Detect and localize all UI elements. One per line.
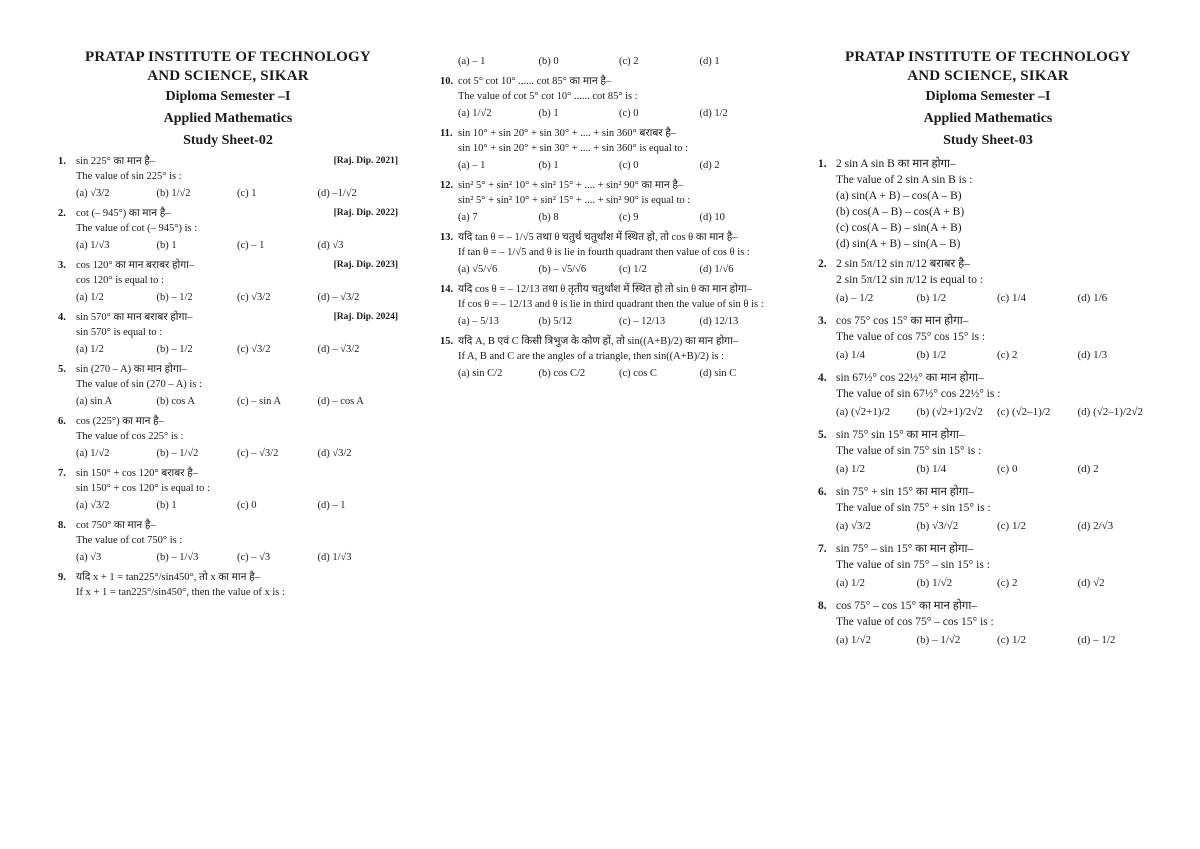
option: (c) – sin A [237, 396, 282, 407]
option: (a) 1/√2 [458, 108, 492, 119]
option: (d) – √3/2 [317, 344, 360, 355]
question-english: sin 10° + sin 20° + sin 30° + .... + sin 360° is equal to : [458, 143, 689, 154]
question-number: 3. [58, 260, 66, 271]
question-hindi: cos (225°) का मान है– [76, 416, 164, 427]
option: (b) – 1/2 [156, 344, 193, 355]
question-hindi: cot 750° का मान है– [76, 520, 156, 531]
option: (a) √3/2 [836, 520, 872, 532]
question [58, 518, 398, 548]
sheet-02-continued-questions [440, 74, 780, 384]
options-row [440, 208, 780, 228]
option: (d) 2/√3 [1077, 520, 1114, 532]
option: (d) sin(A + B) – sin(A – B) [836, 238, 961, 250]
question-hindi: cos 120° का मान बराबर होगा– [76, 260, 195, 271]
options-row [818, 345, 1158, 366]
option: (d) – 1/2 [1077, 634, 1116, 646]
option: (c) √3/2 [237, 292, 271, 303]
option: (a) – 5/13 [458, 316, 499, 327]
option: (b) 1/√2 [916, 577, 953, 589]
options-row [440, 312, 780, 332]
option: (c) 0 [997, 463, 1018, 475]
exam-source: [Raj. Dip. 2024] [333, 312, 398, 322]
option: (c) – 12/13 [619, 316, 666, 327]
option: (c) 2 [997, 349, 1018, 361]
question-english: sin² 5° + sin² 10° + sin² 15° + .... + sin² 90° is equal to : [458, 195, 691, 206]
option: (b) cos C/2 [538, 368, 586, 379]
institute-name-line1: PRATAP INSTITUTE OF TECHNOLOGY [845, 49, 1131, 65]
option: (d) (√2–1)/2√2 [1077, 406, 1144, 418]
option: (b) 0 [538, 56, 559, 67]
option: (b) (√2+1)/2√2 [916, 406, 983, 418]
question [58, 570, 398, 600]
option: (a) sin A [76, 396, 113, 407]
option: (d) 1/2 [699, 108, 728, 119]
option: (d) √3 [317, 240, 344, 251]
option: (d) 1/6 [1077, 292, 1108, 304]
option: (d) –1/√2 [317, 188, 357, 199]
option: (b) √3/√2 [916, 520, 959, 532]
option: (b) 1 [156, 500, 177, 511]
question-number: 7. [58, 468, 66, 479]
question: 1. 2 sin A sin B का मान होगा– The value of 2 sin A sin B is : [818, 158, 973, 186]
question-number: 15. [440, 336, 454, 347]
question-english: The value of sin 75° + sin 15° is : [836, 502, 991, 514]
question-hindi: cos 75° cos 15° का मान होगा– [836, 315, 969, 327]
q1-options [818, 188, 1158, 252]
question [440, 126, 780, 156]
option: (d) 1 [699, 56, 720, 67]
question-hindi: sin 75° – sin 15° का मान होगा– [836, 543, 974, 555]
option: (b) – 1/√2 [156, 448, 199, 459]
question-number: 4. [818, 372, 827, 384]
option: (d) √3/2 [317, 448, 352, 459]
question-english: The value of sin 75° sin 15° is : [836, 445, 982, 457]
option: (a) 1/2 [76, 292, 104, 303]
sheet-03-questions [818, 256, 1158, 651]
option: (d) sin C [699, 368, 737, 379]
option: (d) √2 [1077, 577, 1105, 589]
option: (b) cos(A – B) – cos(A + B) [836, 206, 965, 218]
question-number: 8. [58, 520, 66, 531]
question-hindi: यदि A, B एवं C किसी त्रिभुज के कोण हों, तो sin((A+B)/2) का मान होगा– [458, 336, 739, 347]
question-number: 13. [440, 232, 454, 243]
option: (d) 12/13 [699, 316, 739, 327]
question-number: 4. [58, 312, 66, 323]
question [58, 206, 398, 236]
option: (a) 1/2 [76, 344, 104, 355]
option: (c) cos(A – B) – sin(A + B) [836, 222, 962, 234]
options-row [440, 364, 780, 384]
question [58, 310, 398, 340]
sheet-02-header [58, 48, 398, 152]
question-number: 5. [58, 364, 66, 375]
subject: Applied Mathematics [163, 111, 293, 126]
option: (a) 1/2 [836, 577, 866, 589]
exam-source: [Raj. Dip. 2021] [333, 156, 398, 166]
question-number: 14. [440, 284, 454, 295]
question-hindi: sin 150° + cos 120° बराबर है– [76, 468, 198, 479]
option: (c) 0 [237, 500, 257, 511]
question-hindi: cos 75° – cos 15° का मान होगा– [836, 600, 978, 612]
exam-source: [Raj. Dip. 2023] [333, 260, 398, 270]
question-english: The value of cot (– 945°) is : [76, 223, 198, 234]
question [440, 74, 780, 104]
options-row [818, 459, 1158, 480]
option: (c) (√2–1)/2 [997, 406, 1051, 418]
question [58, 466, 398, 496]
exam-source: [Raj. Dip. 2022] [333, 208, 398, 218]
question-english: The value of sin 75° – sin 15° is : [836, 559, 990, 571]
question-number: 2. [818, 258, 827, 270]
option: (b) 1/2 [916, 349, 947, 361]
option: (c) 9 [619, 212, 639, 223]
question [818, 427, 1158, 459]
option: (c) – 1 [237, 240, 265, 251]
sheet-03-column [818, 48, 1158, 651]
question-number: 9. [58, 572, 66, 583]
option: (b) 1 [538, 160, 559, 171]
question-english: The value of sin 67½° cos 22½° is : [836, 388, 1001, 400]
question-hindi: sin 225° का मान है– [76, 156, 156, 167]
question-hindi: 2 sin 5π/12 sin π/12 बराबर है– [836, 258, 970, 270]
question [58, 362, 398, 392]
question-english: If x + 1 = tan225°/sin450°, then the value of x is : [76, 587, 285, 598]
q9-options [440, 52, 780, 72]
question-hindi: यदि cos θ = – 12/13 तथा θ तृतीय चतुर्थांश में स्थित हो तो sin θ का मान होगा– [458, 284, 752, 295]
question-english: The value of cos 75° cos 15° is : [836, 331, 986, 343]
question [58, 414, 398, 444]
option: (a) 1/2 [836, 463, 866, 475]
institute-name-line2: AND SCIENCE, SIKAR [147, 68, 309, 84]
option: (c) 1/2 [997, 634, 1027, 646]
option: (b) 1/√2 [156, 188, 191, 199]
option: (b) 1 [156, 240, 177, 251]
question [818, 598, 1158, 630]
options-row [58, 340, 398, 360]
question-hindi: sin 75° sin 15° का मान होगा– [836, 429, 965, 441]
option: (a) 1/√2 [76, 448, 110, 459]
question-english: The value of sin 225° is : [76, 171, 182, 182]
options-row [818, 402, 1158, 423]
option: (b) 1/4 [916, 463, 947, 475]
question [818, 313, 1158, 345]
option: (c) 2 [997, 577, 1018, 589]
question-hindi: sin 67½° cos 22½° का मान होगा– [836, 372, 984, 384]
question-hindi: cot (– 945°) का मान है– [76, 208, 171, 219]
options-row [440, 260, 780, 280]
options-row [58, 288, 398, 308]
question-number: 7. [818, 543, 827, 555]
question-hindi: यदि tan θ = – 1/√5 तथा θ चतुर्थ चतुर्थांश में स्थित हो, तो cos θ का मान है– [458, 232, 738, 243]
question [440, 230, 780, 260]
options-row [58, 184, 398, 204]
option: (b) – 1/√3 [156, 552, 199, 563]
option: (c) 1/2 [619, 264, 647, 275]
question-number: 2. [58, 208, 66, 219]
options-row [58, 496, 398, 516]
institute-name-line1: PRATAP INSTITUTE OF TECHNOLOGY [85, 49, 371, 65]
option: (b) 8 [538, 212, 559, 223]
options-row [58, 548, 398, 568]
option: (a) (√2+1)/2 [836, 406, 891, 418]
question-hindi: sin 75° + sin 15° का मान होगा– [836, 486, 974, 498]
option: (b) 1 [538, 108, 559, 119]
sheet-02-column [58, 48, 398, 600]
question-hindi: यदि x + 1 = tan225°/sin450°, तो x का मान है– [76, 572, 260, 583]
sheet-02-questions [58, 154, 398, 600]
option: (d) 1/√3 [317, 552, 352, 563]
option: (b) – 1/√2 [916, 634, 961, 646]
question-english: 2 sin 5π/12 sin π/12 is equal to : [836, 274, 984, 286]
option: (b) 5/12 [538, 316, 573, 327]
question-hindi: sin 570° का मान बराबर होगा– [76, 312, 193, 323]
option: (a) √5/√6 [458, 264, 498, 275]
sheet-03-header [818, 48, 1158, 152]
option: (a) sin C/2 [458, 368, 503, 379]
option: (a) 1/4 [836, 349, 866, 361]
options-row [58, 444, 398, 464]
option: (a) √3/2 [76, 500, 110, 511]
options-row [818, 573, 1158, 594]
options-row [58, 392, 398, 412]
option: (c) – √3/2 [237, 448, 279, 459]
sheet-title: Study Sheet-03 [943, 133, 1033, 148]
option: (c) 1 [237, 188, 257, 199]
option: (c) 2 [619, 56, 639, 67]
option: (a) sin(A + B) – cos(A – B) [836, 190, 962, 202]
option: (b) – 1/2 [156, 292, 193, 303]
question [440, 178, 780, 208]
options-row [818, 630, 1158, 651]
question-number: 3. [818, 315, 827, 327]
question-english: sin 570° is equal to : [76, 327, 163, 338]
option: (a) √3/2 [76, 188, 110, 199]
options-row [440, 104, 780, 124]
question-english: sin 150° + cos 120° is equal to : [76, 483, 210, 494]
question [58, 154, 398, 184]
options-row [818, 288, 1158, 309]
option: (c) 1/2 [997, 520, 1027, 532]
option: (c) cos C [619, 368, 657, 379]
question-english: If A, B and C are the angles of a triangle, then sin((A+B)/2) is : [458, 351, 725, 362]
option: (a) – 1 [458, 160, 486, 171]
option: (a) √3 [76, 552, 102, 563]
question-number: 6. [818, 486, 827, 498]
question-hindi: sin² 5° + sin² 10° + sin² 15° + .... + sin² 90° का मान है– [458, 180, 684, 191]
option: (c) √3/2 [237, 344, 271, 355]
question [818, 256, 1158, 288]
option: (d) – 1 [317, 500, 346, 511]
question-english: The value of cos 225° is : [76, 431, 184, 442]
option: (a) 7 [458, 212, 478, 223]
option: (c) 0 [619, 108, 639, 119]
institute-name-line2: AND SCIENCE, SIKAR [907, 68, 1069, 84]
options-row [58, 236, 398, 256]
option: (c) – √3 [237, 552, 271, 563]
question [818, 541, 1158, 573]
question-number: 1. [58, 156, 66, 167]
option: (b) cos A [156, 396, 195, 407]
semester: Diploma Semester –I [925, 89, 1051, 104]
question [58, 258, 398, 288]
option: (b) – √5/√6 [538, 264, 587, 275]
question-english: The value of cot 5° cot 10° ...... cot 85° is : [458, 91, 638, 102]
question-english: The value of cot 750° is : [76, 535, 183, 546]
option: (d) – √3/2 [317, 292, 360, 303]
option: (d) 1/3 [1077, 349, 1108, 361]
subject: Applied Mathematics [923, 111, 1053, 126]
sheet-02-continued-column [440, 52, 780, 384]
question-english: cos 120° is equal to : [76, 275, 164, 286]
question-number: 8. [818, 600, 827, 612]
question [440, 334, 780, 364]
sheet-title: Study Sheet-02 [183, 133, 273, 148]
option: (b) 1/2 [916, 292, 947, 304]
question [818, 484, 1158, 516]
question-hindi: sin (270 – A) का मान होगा– [76, 364, 187, 375]
question-english: If cos θ = – 12/13 and θ is lie in third quadrant then the value of sin θ is : [458, 299, 764, 310]
options-row [440, 156, 780, 176]
question-number: 5. [818, 429, 827, 441]
option: (a) 1/√3 [76, 240, 110, 251]
option: (a) 1/√2 [836, 634, 872, 646]
option: (d) 2 [1077, 463, 1099, 475]
semester: Diploma Semester –I [165, 89, 291, 104]
question-hindi: sin 10° + sin 20° + sin 30° + .... + sin 360° बराबर है– [458, 128, 677, 139]
option: (d) 1/√6 [699, 264, 734, 275]
question-number: 11. [440, 128, 453, 139]
option: (d) 2 [699, 160, 720, 171]
option: (c) 1/4 [997, 292, 1027, 304]
question [440, 282, 780, 312]
question-number: 12. [440, 180, 454, 191]
option: (d) 10 [699, 212, 725, 223]
option: (a) – 1/2 [836, 292, 874, 304]
question-english: The value of sin (270 – A) is : [76, 379, 202, 390]
question-number: 6. [58, 416, 66, 427]
option: (a) – 1 [458, 56, 486, 67]
options-row [818, 516, 1158, 537]
question-number: 10. [440, 76, 454, 87]
question-hindi: cot 5° cot 10° ...... cot 85° का मान है– [458, 76, 612, 87]
question-english: The value of cos 75° – cos 15° is : [836, 616, 994, 628]
option: (c) 0 [619, 160, 639, 171]
option: (d) – cos A [317, 396, 364, 407]
question-english: If tan θ = – 1/√5 and θ is lie in fourth quadrant then value of cos θ is : [458, 247, 750, 258]
question [818, 370, 1158, 402]
